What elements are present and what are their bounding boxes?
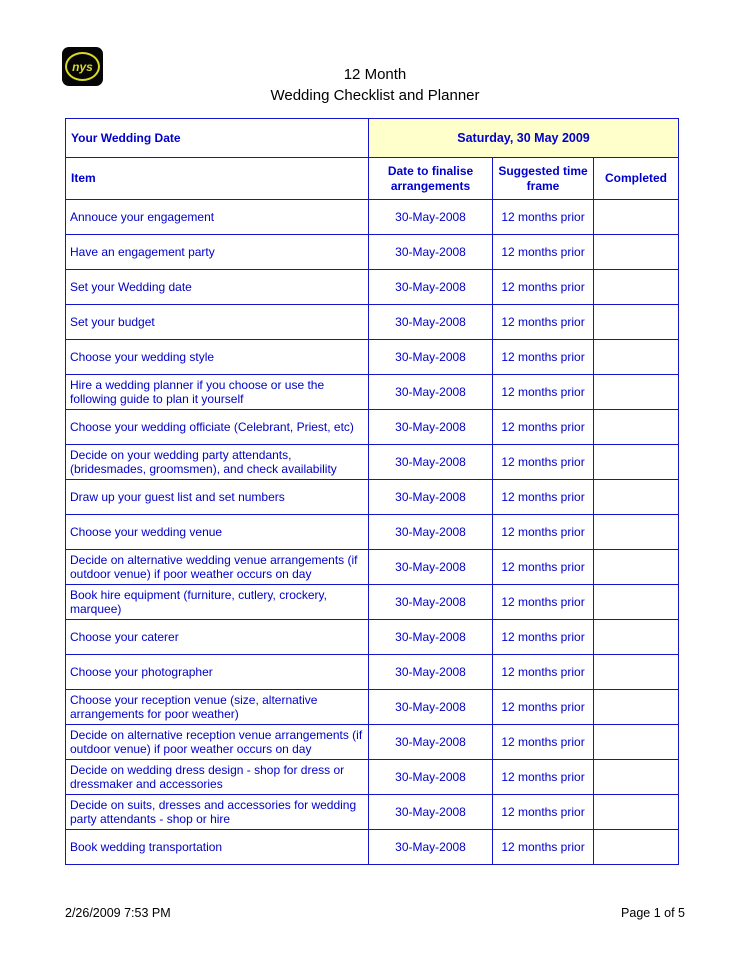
checklist-table xyxy=(65,118,679,865)
completed-cell xyxy=(594,760,679,795)
date-cell: 30-May-2008 xyxy=(369,620,493,655)
completed-cell xyxy=(594,655,679,690)
title-line-1: 12 Month xyxy=(343,66,407,83)
column-header-item: Item xyxy=(66,158,369,200)
item-cell xyxy=(66,620,369,655)
completed-cell xyxy=(594,340,679,375)
date-cell: 30-May-2008 xyxy=(369,410,493,445)
logo-text: nys xyxy=(72,59,93,74)
item-cell xyxy=(66,305,369,340)
date-cell: 30-May-2008 xyxy=(369,760,493,795)
timeframe-cell: 12 months prior xyxy=(493,480,594,515)
date-cell: 30-May-2008 xyxy=(369,375,493,410)
date-cell: 30-May-2008 xyxy=(369,445,493,480)
date-cell: 30-May-2008 xyxy=(369,830,493,865)
wedding-date-value: Saturday, 30 May 2009 xyxy=(369,119,679,158)
date-cell: 30-May-2008 xyxy=(369,515,493,550)
timeframe-cell: 12 months prior xyxy=(493,375,594,410)
date-cell: 30-May-2008 xyxy=(369,725,493,760)
timeframe-cell: 12 months prior xyxy=(493,725,594,760)
completed-cell xyxy=(594,795,679,830)
item-text: Choose your caterer xyxy=(70,630,179,644)
item-text: Decide on wedding dress design - shop for dress or dressmaker and accessories xyxy=(70,763,345,791)
timeframe-cell: 12 months prior xyxy=(493,270,594,305)
date-cell: 30-May-2008 xyxy=(369,690,493,725)
table-row xyxy=(66,480,679,515)
page-footer xyxy=(65,906,685,920)
completed-cell xyxy=(594,235,679,270)
completed-cell xyxy=(594,445,679,480)
table-row xyxy=(66,830,679,865)
title-line-2: Wedding Checklist and Planner xyxy=(270,87,480,104)
timeframe-cell: 12 months prior xyxy=(493,235,594,270)
completed-cell xyxy=(594,305,679,340)
timeframe-cell: 12 months prior xyxy=(493,655,594,690)
page-number: Page 1 of 5 xyxy=(621,906,685,920)
date-cell: 30-May-2008 xyxy=(369,305,493,340)
completed-cell xyxy=(594,200,679,235)
item-cell xyxy=(66,515,369,550)
completed-cell xyxy=(594,480,679,515)
completed-cell xyxy=(594,270,679,305)
item-cell xyxy=(66,830,369,865)
document-title xyxy=(0,64,750,106)
item-text: Draw up your guest list and set numbers xyxy=(70,490,285,504)
table-row xyxy=(66,760,679,795)
completed-cell xyxy=(594,375,679,410)
column-header-timeframe: Suggested time frame xyxy=(493,158,594,200)
completed-cell xyxy=(594,550,679,585)
timeframe-cell: 12 months prior xyxy=(493,690,594,725)
item-text: Set your Wedding date xyxy=(70,280,192,294)
item-cell xyxy=(66,550,369,585)
date-cell: 30-May-2008 xyxy=(369,270,493,305)
completed-cell xyxy=(594,410,679,445)
timeframe-cell: 12 months prior xyxy=(493,620,594,655)
table-row xyxy=(66,375,679,410)
item-text: Book wedding transportation xyxy=(70,840,223,854)
checklist-body xyxy=(66,200,679,865)
date-cell: 30-May-2008 xyxy=(369,585,493,620)
table-row xyxy=(66,655,679,690)
item-cell xyxy=(66,235,369,270)
item-cell xyxy=(66,795,369,830)
item-cell xyxy=(66,270,369,305)
item-text: Have an engagement party xyxy=(70,245,215,259)
table-row xyxy=(66,200,679,235)
table-row xyxy=(66,515,679,550)
table-row xyxy=(66,725,679,760)
date-cell: 30-May-2008 xyxy=(369,550,493,585)
item-cell xyxy=(66,200,369,235)
item-cell xyxy=(66,340,369,375)
item-cell xyxy=(66,725,369,760)
timeframe-cell: 12 months prior xyxy=(493,585,594,620)
item-text: Choose your wedding officiate (Celebrant, Priest, etc) xyxy=(70,420,354,434)
table-row xyxy=(66,270,679,305)
timeframe-cell: 12 months prior xyxy=(493,410,594,445)
table-row xyxy=(66,550,679,585)
item-text: Decide on your wedding party attendants, (bridesmades, groomsmen), and check availability xyxy=(70,448,337,476)
completed-cell xyxy=(594,830,679,865)
timeframe-cell: 12 months prior xyxy=(493,515,594,550)
completed-cell xyxy=(594,515,679,550)
timeframe-cell: 12 months prior xyxy=(493,550,594,585)
timeframe-cell: 12 months prior xyxy=(493,200,594,235)
timeframe-cell: 12 months prior xyxy=(493,305,594,340)
timeframe-cell: 12 months prior xyxy=(493,795,594,830)
item-text: Book hire equipment (furniture, cutlery, crockery, marquee) xyxy=(70,588,327,616)
table-row xyxy=(66,305,679,340)
completed-cell xyxy=(594,620,679,655)
item-cell xyxy=(66,655,369,690)
item-text: Decide on alternative wedding venue arrangements (if outdoor venue) if poor weather occurs on day xyxy=(70,553,358,581)
item-cell xyxy=(66,445,369,480)
table-row xyxy=(66,690,679,725)
timestamp: 2/26/2009 7:53 PM xyxy=(65,906,171,920)
item-text: Decide on alternative reception venue arrangements (if outdoor venue) if poor weather occurs on day xyxy=(70,728,363,756)
item-cell xyxy=(66,375,369,410)
completed-cell xyxy=(594,690,679,725)
table-row xyxy=(66,410,679,445)
date-cell: 30-May-2008 xyxy=(369,480,493,515)
item-text: Hire a wedding planner if you choose or use the following guide to plan it yourself xyxy=(70,378,325,406)
completed-cell xyxy=(594,725,679,760)
item-cell xyxy=(66,480,369,515)
completed-cell xyxy=(594,585,679,620)
item-text: Choose your wedding style xyxy=(70,350,215,364)
wedding-date-label: Your Wedding Date xyxy=(66,119,369,158)
column-header-row xyxy=(66,158,679,200)
table-row xyxy=(66,445,679,480)
date-cell: 30-May-2008 xyxy=(369,340,493,375)
item-text: Choose your wedding venue xyxy=(70,525,223,539)
item-cell xyxy=(66,690,369,725)
item-text: Decide on suits, dresses and accessories for wedding party attendants - shop or hire xyxy=(70,798,357,826)
table-row xyxy=(66,340,679,375)
item-cell xyxy=(66,760,369,795)
item-cell xyxy=(66,585,369,620)
item-text: Annouce your engagement xyxy=(70,210,215,224)
date-cell: 30-May-2008 xyxy=(369,795,493,830)
timeframe-cell: 12 months prior xyxy=(493,445,594,480)
timeframe-cell: 12 months prior xyxy=(493,760,594,795)
date-cell: 30-May-2008 xyxy=(369,655,493,690)
date-cell: 30-May-2008 xyxy=(369,200,493,235)
item-text: Choose your photographer xyxy=(70,665,213,679)
table-row xyxy=(66,585,679,620)
timeframe-cell: 12 months prior xyxy=(493,340,594,375)
table-row xyxy=(66,235,679,270)
date-cell: 30-May-2008 xyxy=(369,235,493,270)
item-text: Set your budget xyxy=(70,315,155,329)
item-text: Choose your reception venue (size, alternative arrangements for poor weather) xyxy=(70,693,318,721)
wedding-date-row xyxy=(66,119,679,158)
column-header-completed: Completed xyxy=(594,158,679,200)
item-cell xyxy=(66,410,369,445)
column-header-date: Date to finalise arrangements xyxy=(369,158,493,200)
table-row xyxy=(66,795,679,830)
timeframe-cell: 12 months prior xyxy=(493,830,594,865)
table-row xyxy=(66,620,679,655)
